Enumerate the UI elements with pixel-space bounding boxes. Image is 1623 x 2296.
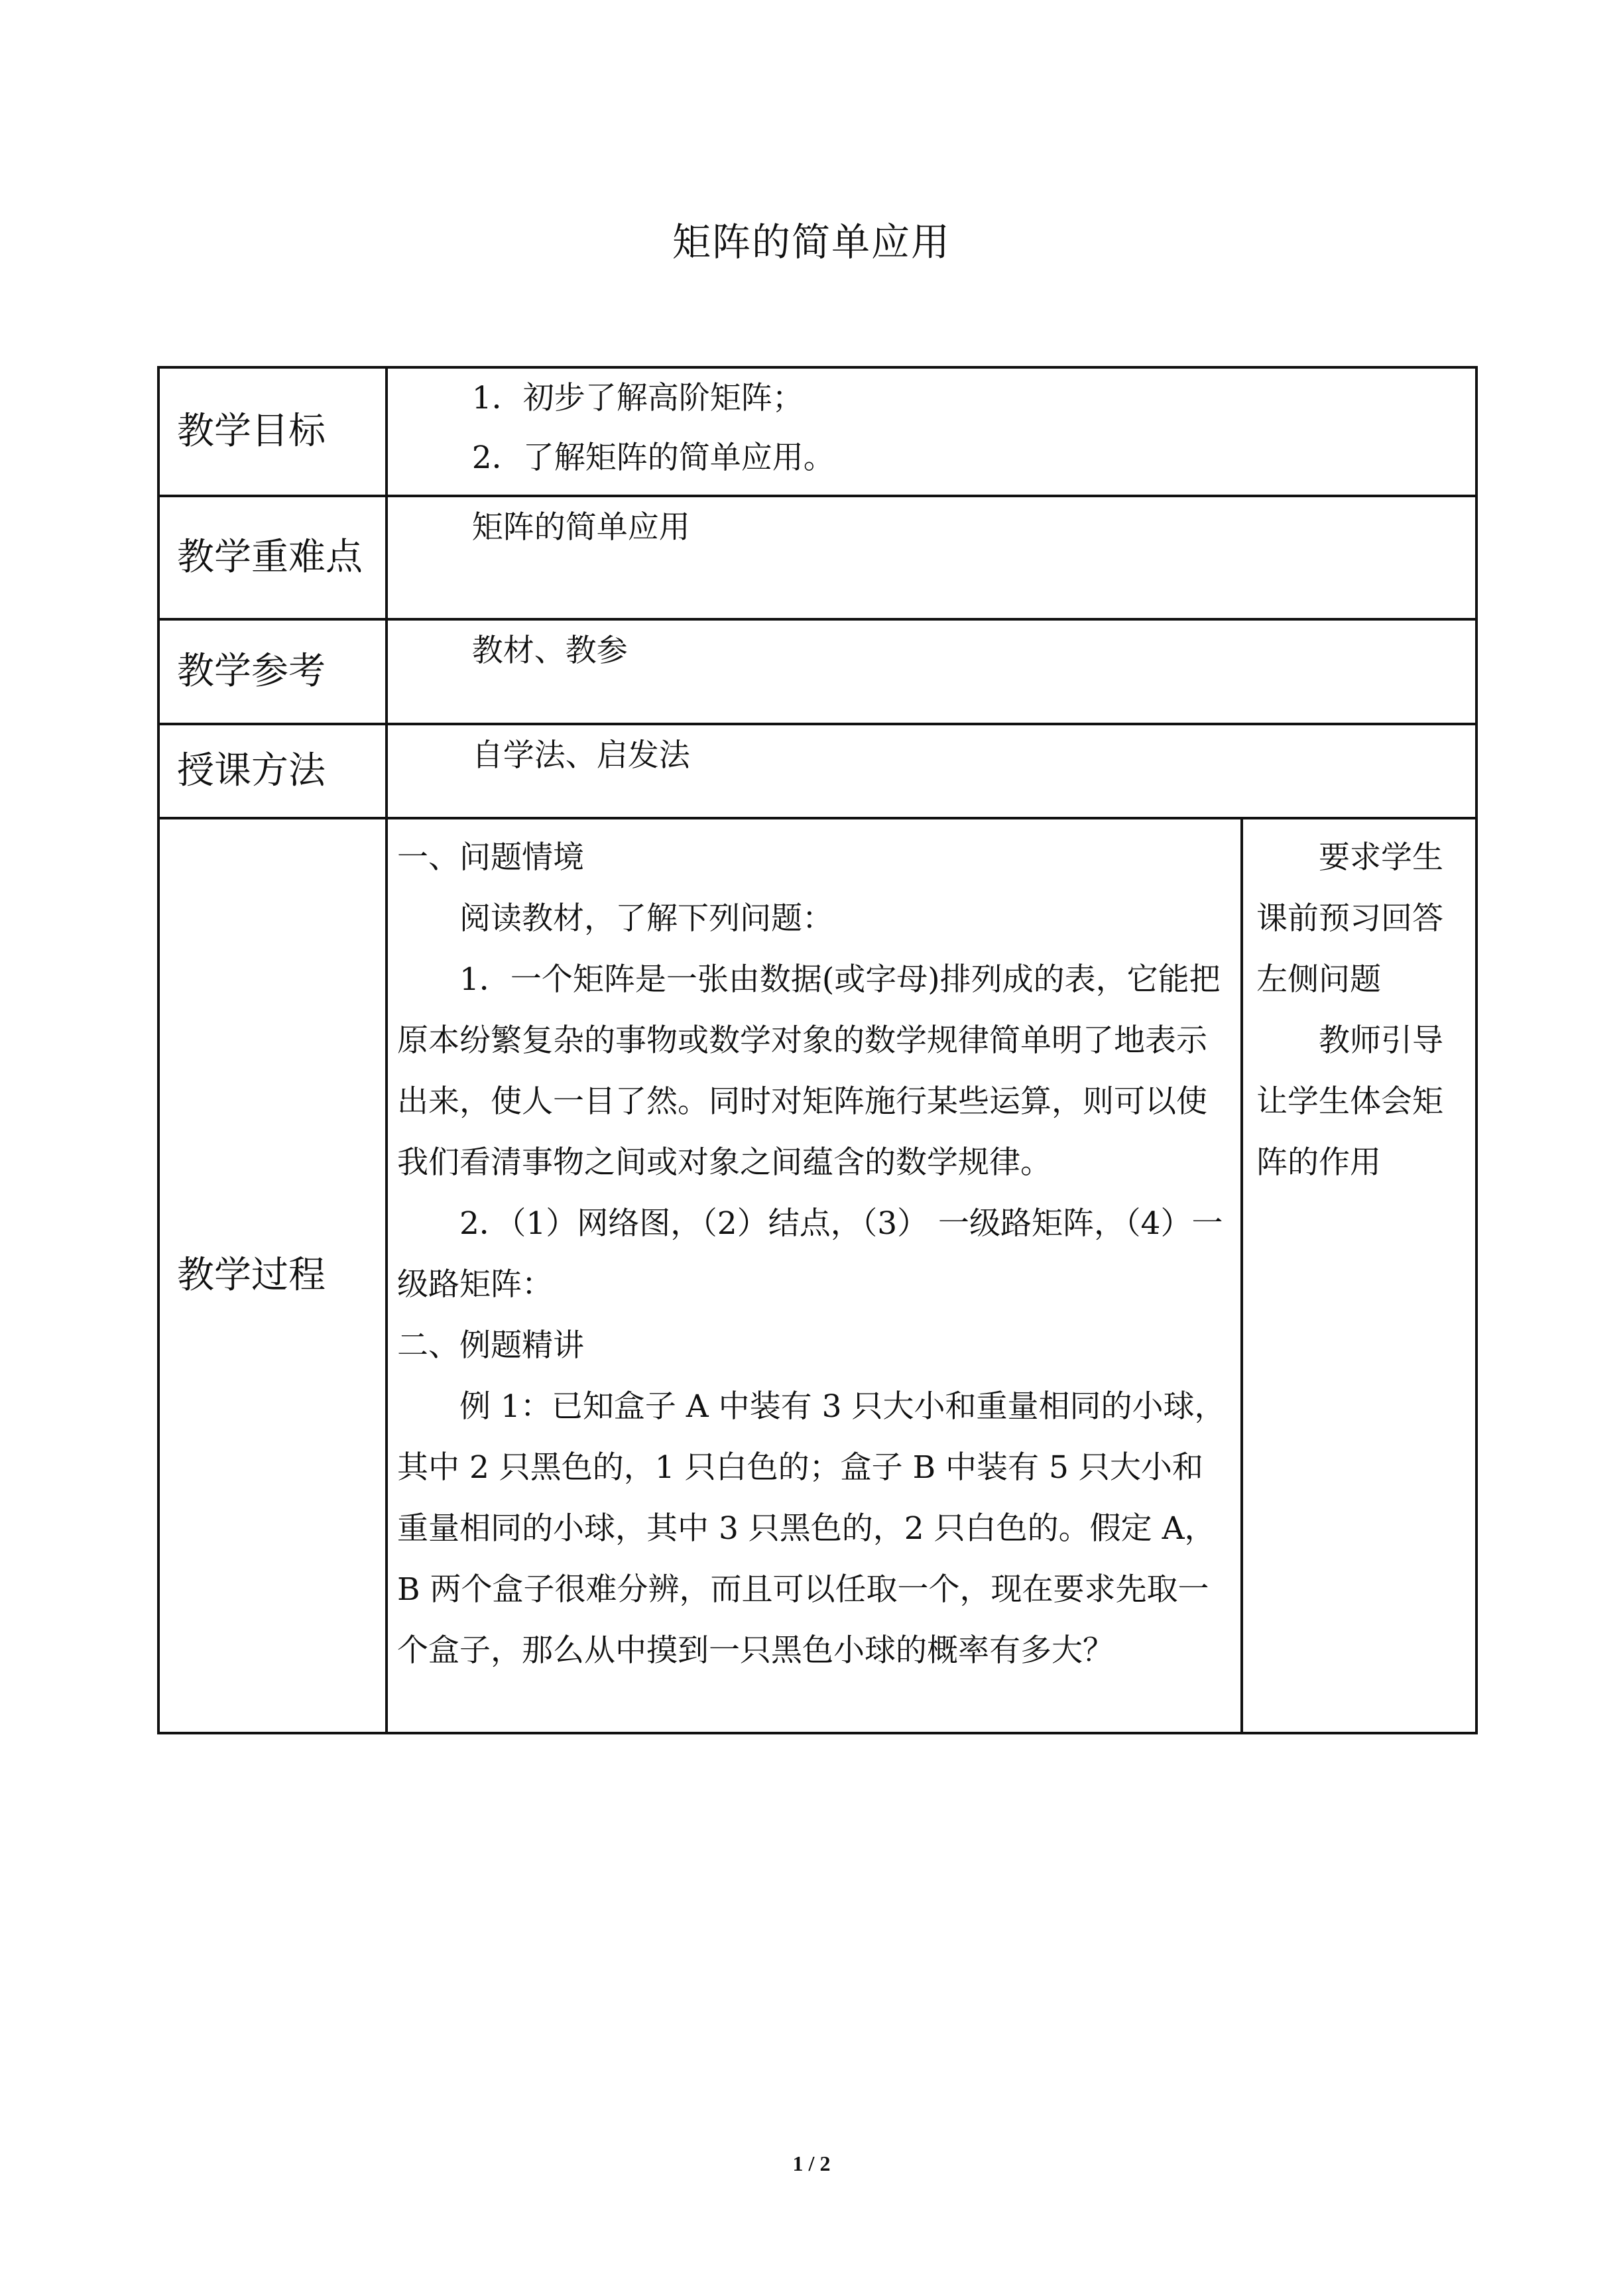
objective-item: 1．初步了解高阶矩阵； (471, 380, 804, 416)
key-points-label: 教学重难点 (158, 496, 387, 619)
page-title: 矩阵的简单应用 (672, 219, 951, 265)
references-text: 教材、教参 (471, 633, 628, 669)
row-objectives (158, 367, 1476, 496)
process-paragraph: 2．（1）网络图，（2）结点，（3） 一级路矩阵，（4）一级路矩阵： (397, 1205, 1223, 1303)
methods-content (387, 724, 1476, 818)
process-heading: 二、例题精讲 (397, 1327, 584, 1364)
process-paragraph: 阅读教材，了解下列问题： (459, 900, 833, 937)
row-references (158, 619, 1476, 724)
process-label: 教学过程 (158, 818, 387, 1733)
process-example: 例 1：已知盒子 A 中装有 3 只大小和重量相同的小球，其中 2 只黑色的，1 只白色的；盒子 B 中装有 5 只大小和重量相同的小球，其中 3 只黑色的，2 只白色的。假定 A，B 两个盒子很难分辨，而且可以任取一个，现在要求先取一个盒子，那么从中摸到一只黑色小球的概率有多大？ (397, 1388, 1226, 1669)
row-key-points (158, 496, 1476, 619)
process-notes (1242, 818, 1476, 1733)
row-methods (158, 724, 1476, 818)
process-paragraph: 1．一个矩阵是一张由数据(或字母)排列成的表，它能把原本纷繁复杂的事物或数学对象的数学规律简单明了地表示出来，使人一目了然。同时对矩阵施行某些运算，则可以使我们看清事物之间或对象之间蕴含的数学规律。 (397, 961, 1221, 1181)
objective-item: 2．了解矩阵的简单应用。 (471, 440, 835, 476)
process-heading: 一、问题情境 (397, 839, 584, 876)
process-content (387, 818, 1242, 1733)
methods-text: 自学法、启发法 (471, 737, 690, 774)
note-item: 要求学生课前预习回答左侧问题 (1256, 839, 1443, 998)
note-item: 教师引导让学生体会矩阵的作用 (1256, 1022, 1443, 1181)
objectives-label: 教学目标 (158, 367, 387, 496)
lesson-plan-table (157, 366, 1478, 1734)
references-label: 教学参考 (158, 619, 387, 724)
methods-label: 授课方法 (158, 724, 387, 818)
key-points-text: 矩阵的简单应用 (471, 509, 690, 546)
objectives-content (387, 367, 1476, 496)
row-process (158, 818, 1476, 1733)
references-content (387, 619, 1476, 724)
page-number: 1 / 2 (792, 2151, 831, 2175)
key-points-content (387, 496, 1476, 619)
